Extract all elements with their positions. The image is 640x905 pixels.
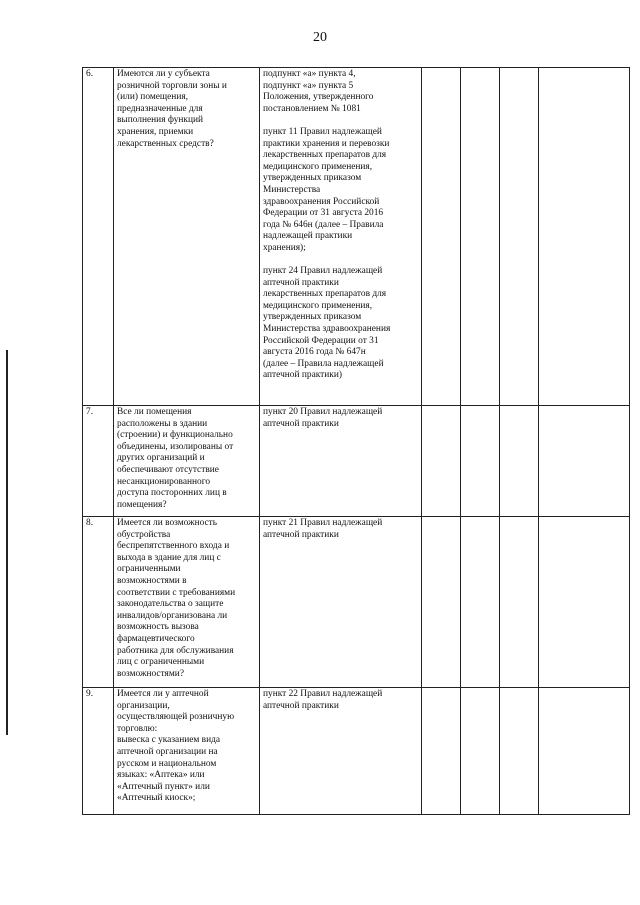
reference-text: пункт 21 Правил надлежащей аптечной практики (263, 518, 383, 540)
table-row (83, 68, 630, 406)
reference-text: пункт 11 Правил надлежащей практики хранения и перевозки лекарственных препаратов для медицинского применения, утвержденных приказом Министерства здравоохранения Российской Федерации от 31 августа 2016 года № 646н (далее – Правила надлежащей практики хранения); (263, 126, 390, 253)
notes-cell[interactable] (539, 517, 630, 688)
question-cell (114, 517, 260, 688)
reference-text: пункт 20 Правил надлежащей аптечной практики (263, 407, 383, 429)
answer-cell-na[interactable] (500, 517, 539, 688)
row-number: 6. (83, 68, 114, 406)
reference-cell (260, 68, 422, 406)
question-cell (114, 68, 260, 406)
answer-cell-yes[interactable] (422, 688, 461, 815)
reference-cell (260, 517, 422, 688)
answer-cell-na[interactable] (500, 406, 539, 517)
scan-edge-mark (6, 350, 8, 735)
question-text: Имеется ли у аптечной организации, осуществляющей розничную торговлю: вывеска с указанием вида аптечной организации на русском и национальном языках: «Аптека» или «Аптечный пункт» или «Аптечный киоск»; (117, 689, 235, 804)
page-number: 20 (313, 30, 327, 45)
notes-cell[interactable] (539, 688, 630, 815)
table-row (83, 517, 630, 688)
reference-cell (260, 688, 422, 815)
question-cell (114, 688, 260, 815)
table-row (83, 688, 630, 815)
question-text: Имеются ли у субъекта розничной торговли зоны и (или) помещения, предназначенные для выполнения функций хранения, приемки лекарственных средств? (117, 69, 227, 149)
question-text: Имеется ли возможность обустройства беспрепятственного входа и выхода в здание для лиц с ограниченными возможностями в соответствии с требованиями законодательства о защите инвалидов/организована ли возможность вызова фармацевтического работника для обслуживания лиц с ограниченными возможностями? (117, 518, 236, 679)
table-row (83, 406, 630, 517)
checklist-table (82, 67, 630, 815)
notes-cell[interactable] (539, 406, 630, 517)
row-number: 8. (83, 517, 114, 688)
answer-cell-yes[interactable] (422, 406, 461, 517)
answer-cell-yes[interactable] (422, 517, 461, 688)
answer-cell-no[interactable] (461, 406, 500, 517)
reference-text: пункт 24 Правил надлежащей аптечной практики лекарственных препаратов для медицинского применения, утвержденных приказом Министерства здравоохранения Российской Федерации от 31 августа 2016 года № 647н (далее – Правила надлежащей аптечной практики) (263, 266, 391, 381)
reference-text: подпункт «а» пункта 4, подпункт «а» пункта 5 Положения, утвержденного постановлением № 1081 (263, 69, 374, 114)
row-number: 9. (83, 688, 114, 815)
answer-cell-no[interactable] (461, 688, 500, 815)
answer-cell-no[interactable] (461, 68, 500, 406)
question-text: Все ли помещения расположены в здании (строении) и функционально объединены, изолированы от других организаций и обеспечивают отсутствие несанкционированного доступа посторонних лиц в помещения? (117, 407, 234, 510)
answer-cell-no[interactable] (461, 517, 500, 688)
notes-cell[interactable] (539, 68, 630, 406)
reference-cell (260, 406, 422, 517)
row-number: 7. (83, 406, 114, 517)
answer-cell-yes[interactable] (422, 68, 461, 406)
answer-cell-na[interactable] (500, 688, 539, 815)
answer-cell-na[interactable] (500, 68, 539, 406)
reference-text: пункт 22 Правил надлежащей аптечной практики (263, 689, 383, 711)
question-cell (114, 406, 260, 517)
